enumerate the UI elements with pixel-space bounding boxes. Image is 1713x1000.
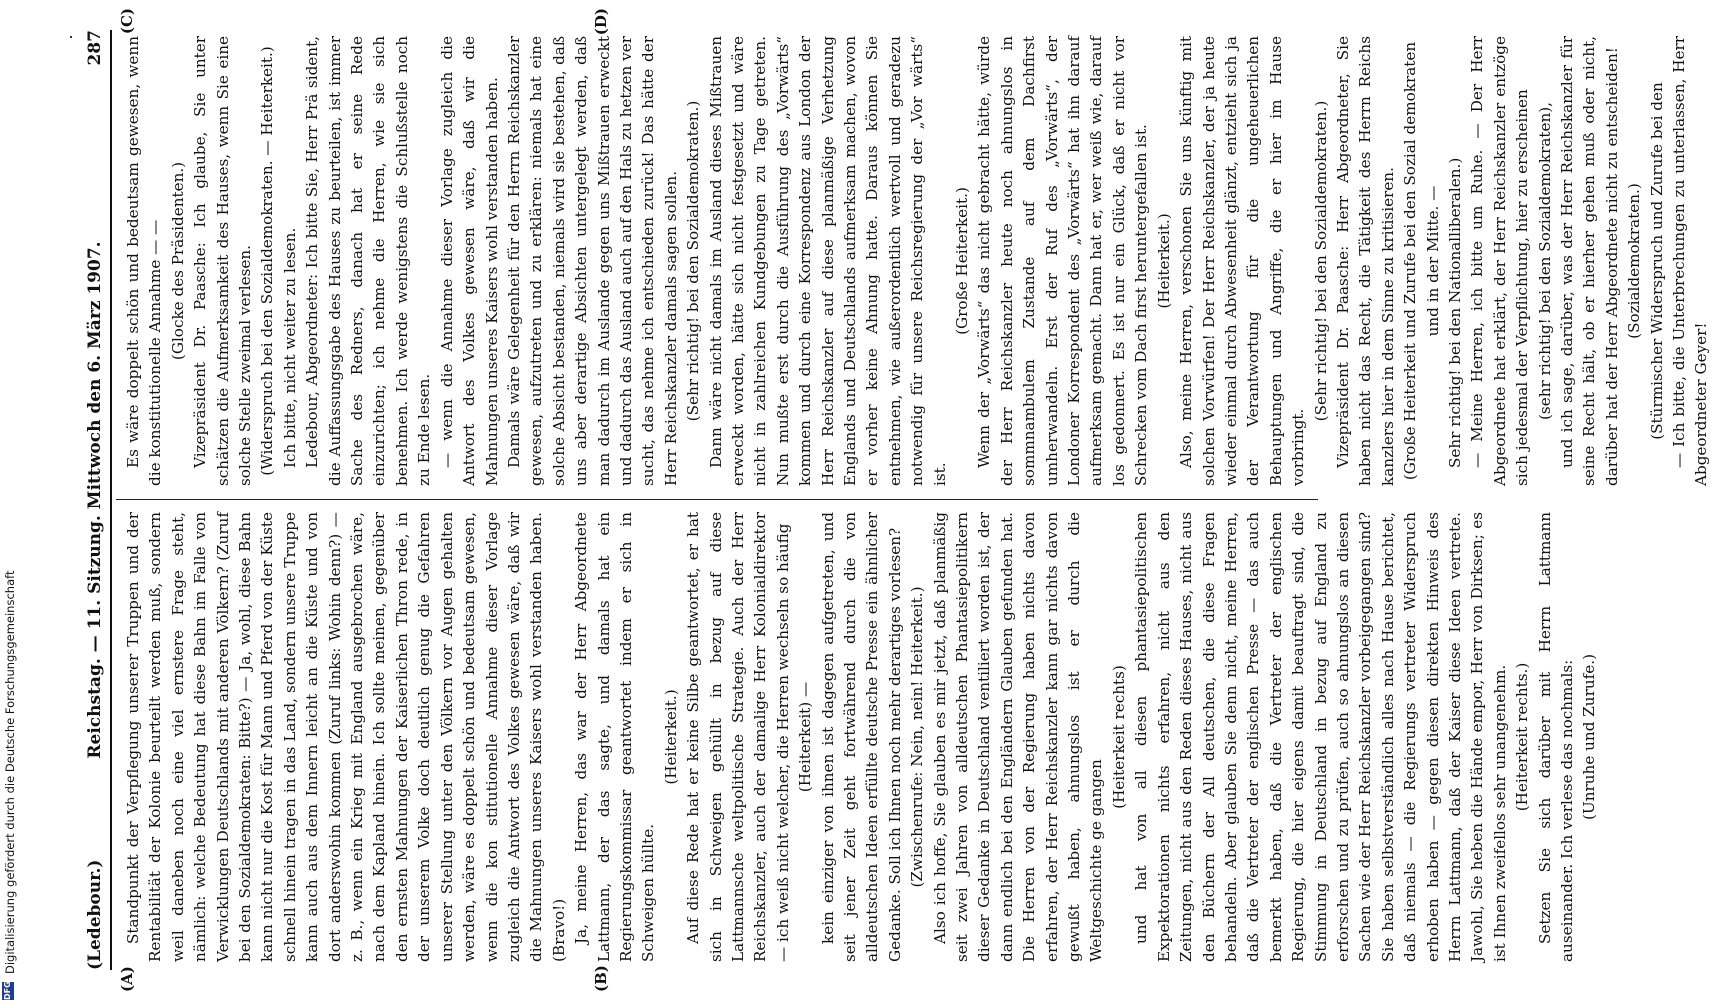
dfg-logo: DFG xyxy=(3,981,12,1000)
right-column-paragraph: Vizepräsident Dr. Paasche: Ich glaube, Sie unter schätzen die Aufmerksamkeit des Hauses, wenn Sie eine solche Stelle zweimal verlesen. xyxy=(191,36,255,486)
margin-marker-c: (C) xyxy=(118,8,136,35)
right-column-paragraph: (Große Heiterkeit.) xyxy=(953,187,972,335)
left-column-paragraph: Setzen Sie sich darüber mit Herrn Lattmann auseinander. Ich verlese das nochmals: xyxy=(1535,512,1576,962)
left-column-paragraph: (Heiterkeit rechts.) xyxy=(1513,662,1532,812)
margin-marker-b: (B) xyxy=(592,965,610,992)
column-divider xyxy=(116,499,1318,500)
right-column-paragraph: (Heiterkeit.) xyxy=(1154,213,1173,309)
right-column-paragraph: Sehr richtig! bei den Nationalliberalen.) xyxy=(1445,157,1464,468)
margin-marker-a: (A) xyxy=(118,966,136,992)
right-column-paragraph: (Glocke des Präsidenten.) xyxy=(168,161,187,361)
credit-text: Digitalisierung gefördert durch die Deutsche Forschungsgemeinschaft xyxy=(3,570,17,974)
right-column-paragraph: (Große Heiterkeit und Zurufe bei den Sozial demokraten und in der Mitte. — xyxy=(1401,41,1442,481)
right-column-paragraph: (Widerspruch bei den Sozialdemokraten. — Heiterkeit.) xyxy=(258,46,277,476)
scan-speck xyxy=(70,36,72,38)
left-column-paragraph: Also ich hoffe, Sie glauben es mir jetzt, daß planmäßig seit zwei Jahren von alldeutschen Phantasiepolitikern dieser Gedanke in Deutschland ventiliert worden ist, der dann endlich bei den Engländern Glauben gefunden hat. Die Herren von der Regierung haben nichts davon erfahren, der Herr Reichskanzler kann gar nichts davon gewußt haben, ahnungslos ist er durch die Weltgeschichte ge gangen xyxy=(930,512,1106,962)
session-title: Reichstag. — 11. Sitzung. Mittwoch den 6. März 1907. xyxy=(85,241,105,759)
left-column-paragraph: (Unruhe und Zurufe.) xyxy=(1580,654,1599,820)
right-column xyxy=(122,36,1711,486)
right-column-paragraph: Ledebour, Abgeordneter: Ich bitte Sie, Herr Prä sident, die Auffassungsgabe des Hauses zu beurteilen, ist immer Sache des Redners, danach hat er seine Rede einzurichten; ich nehme die Herren, wie sie sich benehmen. Ich werde wenigstens die Schlußstelle noch zu Ende lesen. xyxy=(303,36,434,486)
left-column-paragraph: (Zwischenrufe: Nein, nein! Heiterkeit.) xyxy=(908,586,927,888)
left-column-paragraph: (Heiterkeit rechts) xyxy=(1109,665,1128,809)
right-column-paragraph: Damals wäre Gelegenheit für den Herrn Reichskanzler gewesen, aufzutreten und zu erklären: niemals hat eine solche Absicht bestanden, niemals wird sie bestehen, daß uns aber derartige Absichten untergelegt werden, daß man dadurch im Auslande gegen uns Mißtrauen erweckt und dadurch das Ausland auch auf den Hals zu hetzen ver sucht, das nehme ich entschieden zurück! Das hätte der Herr Reichskanzler damals sagen sollen. xyxy=(504,36,680,486)
left-column-paragraph: Ja, meine Herren, das war der Herr Abgeordnete Lattmann, der das sagte, und damals hat ein Regierungskommissar geantwortet indem er sich in Schweigen hüllte. xyxy=(572,512,658,962)
right-column-paragraph: (Stürmischer Widerspruch und Zurufe bei den xyxy=(1647,82,1666,440)
left-column-paragraph: (Heiterkeit) — xyxy=(796,681,815,793)
right-column-paragraph: (sehr richtig! bei den Sozialdemokraten), xyxy=(1535,101,1554,421)
left-column-paragraph: (Heiterkeit.) xyxy=(661,689,680,785)
left-column-paragraph: Standpunkt der Verpflegung unserer Truppen und der Rentabilität der Kolonie beurteilt werden muß, sondern weil daneben noch eine viel ernstere Frage steht, nämlich: welche Bedeutung hat diese Bahn im Falle von Verwicklungen Deutschlands mit anderen Völkern? (Zuruf bei den Sozialdemokraten: Bitte?) — Ja, wohl, diese Bahn kann nicht nur die Kost für Mann und Pferd von der Küste schnell hinein tragen in das Land, sondern unsere Truppe kann auch aus dem Innern leicht an die Küste und von dort anderswohin kommen (Zuruf links: Wohin denn?) — z. B., wenn ein Krieg mit England ausgebrochen wäre, nach dem Kapland hinein. Ich sollte meinen, gegenüber den ernsten Mahnungen der Kaiserlichen Thron rede, in der unserem Volke doch deutlich genug die Gefahren unserer Stellung unter den Völkern vor Augen gehalten werden, wäre es doppelt schön und bedeutsam gewesen, wenn die kon stitutionelle Annahme dieser Vorlage zugleich die Antwort des Volkes gewesen wäre, daß wir die Mahnungen unseres Kaisers wohl verstanden haben. (Bravo!) xyxy=(124,512,568,962)
margin-marker-d: (D) xyxy=(592,8,610,36)
speaker-label: (Ledebour.) xyxy=(85,859,105,970)
right-column-paragraph: Es wäre doppelt schön und bedeutsam gewesen, wenn die konstitutionelle Annahme — — xyxy=(124,36,165,486)
page-header xyxy=(84,30,112,970)
right-column-paragraph: (Sehr richtig! bei den Sozialdemokraten.) xyxy=(1311,100,1330,422)
right-column-paragraph: (Sozialdemokraten.) xyxy=(1625,183,1644,339)
left-column xyxy=(122,512,1599,962)
left-column-paragraph: und hat von all diesen phantasiepolitischen Expektorationen nichts erfahren, nicht aus den Zeitungen, nicht aus den Reden dieses Hauses, nicht aus den Büchern der All deutschen, die diese Fragen behandeln. Aber glauben Sie denn nicht, meine Herren, daß die Vertreter der englischen Presse — das auch bemerkt haben, daß die Vertreter der englischen Regierung, die hier eigens damit beauftragt sind, die Stimmung in Deutschland in bezug auf England zu erforschen und zu prüfen, auch so ahnungslos an diesen Sachen wie der Herr Reichskanzler vorbeigegangen sind? Sie haben selbstverständlich alles nach Hause berichtet, daß niemals — die Regierungs vertreter Widerspruch erhoben haben — gegen diesen direkten Hinweis des Herrn Lattmann, daß der Kaiser diese Ideen vertrete. Jawohl, Sie heben die Hände empor, Herr von Dirksen; es ist Ihnen zweifellos sehr unangenehm. xyxy=(1132,512,1509,962)
right-column-paragraph: Vizepräsident Dr. Paasche: Herr Abgeordneter, Sie haben nicht das Recht, die Tätigkeit des Herrn Reichs kanzlers hier in dem Sinne zu kritisieren. xyxy=(1333,36,1397,486)
left-column-paragraph: Auf diese Rede hat er keine Silbe geantwortet, er hat sich in Schweigen gehüllt in bezug auf diese Lattmannsche weltpolitische Strategie. Auch der Herr Reichskanzler, auch der damalige Herr Kolonialdirektor — ich weiß nicht welcher, die Herren wechseln so häufig xyxy=(684,512,792,962)
right-column-paragraph: Dann wäre nicht damals im Ausland dieses Mißtrauen erweckt worden, hätte sich nicht festgesetzt und wäre nicht in zahlreichen Kundgebungen zu Tage getreten. Nun mußte erst durch die Ausführung des „Vorwärts“ kommen und durch eine Korrespondenz aus London der Herr Reichskanzler auf diese planmäßige Verhetzung Englands und Deutschlands aufmerksam machen, wovon er vorher keine Ahnung hatte. Daraus können Sie entnehmen, wie außerordentlich wertvoll und geradezu notwendig für unsere Reichsregierung der „Vor wärts“ ist. xyxy=(706,36,949,486)
left-column-paragraph: kein einziger von ihnen ist dagegen aufgetreten, und seit jener Zeit geht fortwährend durch die von alldeutschen Ideen erfüllte deutsche Presse ein ähnlicher Gedanke. Soll ich Ihnen noch mehr derartiges vorlesen? xyxy=(818,512,904,962)
right-column-paragraph: und ich sage, darüber, was der Herr Reichskanzler für seine Recht hält, ob er hierher gehen muß oder nicht, darüber hat der Herr Abgeordnete nicht zu entscheiden! xyxy=(1558,36,1621,486)
right-column-paragraph: — Meine Herren, ich bitte um Ruhe. — Der Herr Abgeordnete hat erklärt, der Herr Reichskanzler entzöge sich jedesmal der Verpflichtung, hier zu erscheinen xyxy=(1468,36,1532,486)
right-column-paragraph: Ich bitte, nicht weiter zu lesen. xyxy=(280,227,299,468)
digitization-credit xyxy=(2,0,18,1000)
right-column-paragraph: Also, meine Herren, verschonen Sie uns künftig mit solchen Vorwürfen! Der Herr Reichskanzler, der ja heute wieder einmal durch Abwesenheit glänzt, entzieht sich ja der Verantwortung für die ungeheuerlichen Behauptungen und Angriffe, die er hier im Hause vorbringt. xyxy=(1177,36,1308,486)
right-column-paragraph: (Sehr richtig! bei den Sozialdemokraten.) xyxy=(684,100,703,422)
page-number: 287 xyxy=(85,30,105,66)
right-column-paragraph: Wenn der „Vorwärts“ das nicht gebracht hätte, würde der Herr Reichskanzler heute noch ahnungslos in sommnambulem Zustande auf dem Dachfirst umherwandeln. Erst der Ruf des „Vorwärts“, der Londoner Korrespondent des „Vorwärts“ hat ihn darauf aufmerksam gemacht. Dann hat er, wer weiß wie, darauf los gedonnert. Es ist nur ein Glück, daß er nicht vor Schrecken vom Dach first heruntergefallen ist. xyxy=(975,36,1151,486)
document-page xyxy=(70,0,1711,1000)
right-column-paragraph: — Ich bitte, die Unterbrechungen zu unterlassen, Herr Abgeordneter Geyer! xyxy=(1670,36,1711,486)
right-column-paragraph: — wenn die Annahme dieser Vorlage zugleich die Antwort des Volkes gewesen wäre, daß wir die Mahnungen unseres Kaisers wohl verstanden haben. xyxy=(437,36,501,486)
header-rule xyxy=(110,30,112,970)
